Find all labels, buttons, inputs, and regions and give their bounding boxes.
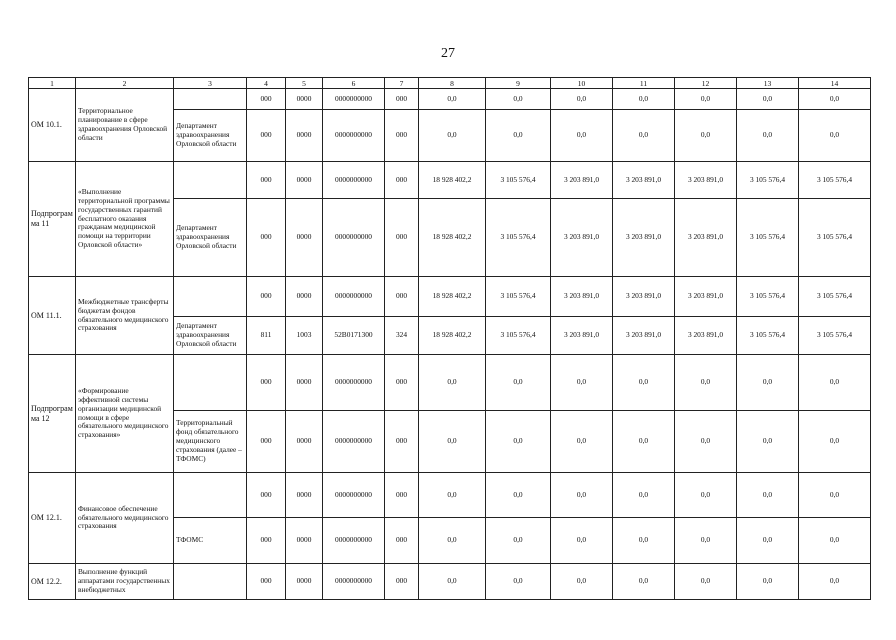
value-cell: 3 203 891,0: [551, 317, 613, 355]
executor-cell: ТФОМС: [174, 518, 247, 564]
value-cell: 3 203 891,0: [551, 162, 613, 199]
header-row: [29, 78, 871, 89]
column-header: 4: [247, 78, 286, 89]
table-row: [29, 89, 871, 110]
column-header: 14: [799, 78, 871, 89]
value-cell: 0,0: [675, 564, 737, 600]
value-cell: 000: [247, 162, 286, 199]
value-cell: 000: [247, 473, 286, 518]
value-cell: 0,0: [799, 355, 871, 411]
row-code: Подпрограмма 12: [29, 355, 76, 473]
value-cell: 000: [385, 277, 419, 317]
value-cell: 3 105 576,4: [486, 162, 551, 199]
value-cell: 0000000000: [323, 277, 385, 317]
table-row: [29, 564, 871, 600]
value-cell: 0000: [286, 89, 323, 110]
executor-cell: Департамент здравоохранения Орловской области: [174, 110, 247, 162]
value-cell: 3 105 576,4: [486, 199, 551, 277]
value-cell: 0,0: [737, 110, 799, 162]
value-cell: 0,0: [613, 411, 675, 473]
value-cell: 3 105 576,4: [737, 199, 799, 277]
value-cell: 0,0: [419, 473, 486, 518]
value-cell: 0000000000: [323, 564, 385, 600]
value-cell: 3 203 891,0: [675, 162, 737, 199]
value-cell: 18 928 402,2: [419, 277, 486, 317]
value-cell: 000: [247, 199, 286, 277]
value-cell: 3 105 576,4: [737, 277, 799, 317]
budget-table: [28, 77, 871, 600]
value-cell: 0,0: [799, 411, 871, 473]
row-name: Финансовое обеспечение обязательного медицинского страхования: [76, 473, 174, 564]
column-header: 5: [286, 78, 323, 89]
row-code: ОМ 12.2.: [29, 564, 76, 600]
value-cell: 0,0: [419, 518, 486, 564]
table-row: [29, 277, 871, 317]
value-cell: 0,0: [486, 473, 551, 518]
value-cell: 0000: [286, 473, 323, 518]
value-cell: 3 105 576,4: [737, 317, 799, 355]
value-cell: 0,0: [551, 355, 613, 411]
value-cell: 52В0171300: [323, 317, 385, 355]
value-cell: 3 203 891,0: [613, 277, 675, 317]
value-cell: 000: [385, 162, 419, 199]
value-cell: 0000: [286, 199, 323, 277]
value-cell: 000: [385, 411, 419, 473]
value-cell: 0,0: [486, 411, 551, 473]
column-header: 13: [737, 78, 799, 89]
value-cell: 0,0: [551, 411, 613, 473]
value-cell: 3 105 576,4: [486, 277, 551, 317]
value-cell: 0,0: [486, 564, 551, 600]
value-cell: 000: [385, 199, 419, 277]
value-cell: 0,0: [799, 110, 871, 162]
value-cell: 0,0: [799, 518, 871, 564]
value-cell: 000: [385, 518, 419, 564]
row-code: Подпрограмма 11: [29, 162, 76, 277]
value-cell: 0,0: [551, 110, 613, 162]
column-header: 2: [76, 78, 174, 89]
row-name: Территориальное планирование в сфере здравоохранения Орловской области: [76, 89, 174, 162]
value-cell: 000: [247, 277, 286, 317]
value-cell: 0000000000: [323, 89, 385, 110]
value-cell: 0,0: [551, 518, 613, 564]
table-row: [29, 473, 871, 518]
value-cell: 3 105 576,4: [486, 317, 551, 355]
value-cell: 3 105 576,4: [799, 199, 871, 277]
value-cell: 000: [247, 110, 286, 162]
value-cell: 0,0: [675, 355, 737, 411]
value-cell: 0,0: [551, 564, 613, 600]
column-header: 12: [675, 78, 737, 89]
table-row: [29, 355, 871, 411]
value-cell: 18 928 402,2: [419, 199, 486, 277]
value-cell: 1003: [286, 317, 323, 355]
value-cell: 0,0: [737, 564, 799, 600]
value-cell: 0000: [286, 355, 323, 411]
row-code: ОМ 11.1.: [29, 277, 76, 355]
value-cell: 3 203 891,0: [675, 277, 737, 317]
value-cell: 000: [247, 564, 286, 600]
column-header: 8: [419, 78, 486, 89]
value-cell: 0,0: [486, 89, 551, 110]
value-cell: 0,0: [419, 89, 486, 110]
value-cell: 18 928 402,2: [419, 162, 486, 199]
value-cell: 0000000000: [323, 162, 385, 199]
value-cell: 18 928 402,2: [419, 317, 486, 355]
value-cell: 0,0: [675, 110, 737, 162]
value-cell: 0,0: [737, 411, 799, 473]
value-cell: 3 203 891,0: [613, 317, 675, 355]
value-cell: 0000: [286, 411, 323, 473]
value-cell: 0,0: [419, 110, 486, 162]
value-cell: 0000: [286, 518, 323, 564]
value-cell: 0,0: [551, 89, 613, 110]
value-cell: 0,0: [799, 564, 871, 600]
value-cell: 000: [247, 518, 286, 564]
row-code: ОМ 12.1.: [29, 473, 76, 564]
value-cell: 000: [385, 110, 419, 162]
row-name: «Формирование эффективной системы организации медицинской помощи в сфере обязательного медицинского страхования»: [76, 355, 174, 473]
table-row: [29, 162, 871, 199]
value-cell: 3 203 891,0: [675, 199, 737, 277]
executor-cell: [174, 162, 247, 199]
column-header: 1: [29, 78, 76, 89]
value-cell: 3 203 891,0: [613, 162, 675, 199]
value-cell: 3 105 576,4: [799, 317, 871, 355]
value-cell: 0,0: [799, 473, 871, 518]
value-cell: 0,0: [737, 89, 799, 110]
column-header: 7: [385, 78, 419, 89]
row-name: «Выполнение территориальной программы государственных гарантий бесплатного оказания гражданам медицинской помощи на территории Орловской области»: [76, 162, 174, 277]
value-cell: 0,0: [737, 473, 799, 518]
column-header: 9: [486, 78, 551, 89]
value-cell: 0000000000: [323, 411, 385, 473]
row-name: Межбюджетные трансферты бюджетам фондов обязательного медицинского страхования: [76, 277, 174, 355]
value-cell: 000: [247, 355, 286, 411]
value-cell: 000: [385, 89, 419, 110]
value-cell: 0000000000: [323, 518, 385, 564]
value-cell: 0,0: [799, 89, 871, 110]
value-cell: 0,0: [675, 411, 737, 473]
value-cell: 3 203 891,0: [551, 277, 613, 317]
value-cell: 3 105 576,4: [799, 277, 871, 317]
value-cell: 811: [247, 317, 286, 355]
value-cell: 0,0: [737, 355, 799, 411]
value-cell: 0,0: [613, 110, 675, 162]
executor-cell: Департамент здравоохранения Орловской области: [174, 199, 247, 277]
executor-cell: [174, 89, 247, 110]
column-header: 3: [174, 78, 247, 89]
executor-cell: [174, 355, 247, 411]
executor-cell: Департамент здравоохранения Орловской области: [174, 317, 247, 355]
value-cell: 0,0: [419, 355, 486, 411]
value-cell: 0000000000: [323, 110, 385, 162]
value-cell: 000: [247, 89, 286, 110]
value-cell: 0,0: [419, 564, 486, 600]
value-cell: 000: [385, 355, 419, 411]
value-cell: 0000: [286, 162, 323, 199]
value-cell: 3 203 891,0: [551, 199, 613, 277]
value-cell: 3 203 891,0: [613, 199, 675, 277]
column-header: 10: [551, 78, 613, 89]
value-cell: 0,0: [675, 473, 737, 518]
value-cell: 0,0: [486, 110, 551, 162]
row-code: ОМ 10.1.: [29, 89, 76, 162]
value-cell: 3 105 576,4: [799, 162, 871, 199]
value-cell: 0000000000: [323, 355, 385, 411]
page-number: 27: [441, 46, 455, 61]
value-cell: 0,0: [613, 564, 675, 600]
value-cell: 0,0: [613, 355, 675, 411]
value-cell: 0,0: [551, 473, 613, 518]
value-cell: 0,0: [486, 518, 551, 564]
value-cell: 0,0: [675, 89, 737, 110]
executor-cell: [174, 277, 247, 317]
value-cell: 000: [247, 411, 286, 473]
value-cell: 0,0: [737, 518, 799, 564]
value-cell: 0000: [286, 564, 323, 600]
column-header: 6: [323, 78, 385, 89]
value-cell: 3 105 576,4: [737, 162, 799, 199]
value-cell: 000: [385, 564, 419, 600]
executor-cell: [174, 473, 247, 518]
value-cell: 324: [385, 317, 419, 355]
value-cell: 0000000000: [323, 199, 385, 277]
value-cell: 3 203 891,0: [675, 317, 737, 355]
row-name: Выполнение функций аппаратами государственных внебюджетных: [76, 564, 174, 600]
value-cell: 0000: [286, 277, 323, 317]
value-cell: 0,0: [486, 355, 551, 411]
executor-cell: [174, 564, 247, 600]
value-cell: 0,0: [675, 518, 737, 564]
value-cell: 0000: [286, 110, 323, 162]
value-cell: 0,0: [613, 473, 675, 518]
value-cell: 0000000000: [323, 473, 385, 518]
executor-cell: Территориальный фонд обязательного медицинского страхования (далее – ТФОМС): [174, 411, 247, 473]
value-cell: 0,0: [613, 518, 675, 564]
value-cell: 0,0: [613, 89, 675, 110]
value-cell: 000: [385, 473, 419, 518]
column-header: 11: [613, 78, 675, 89]
value-cell: 0,0: [419, 411, 486, 473]
